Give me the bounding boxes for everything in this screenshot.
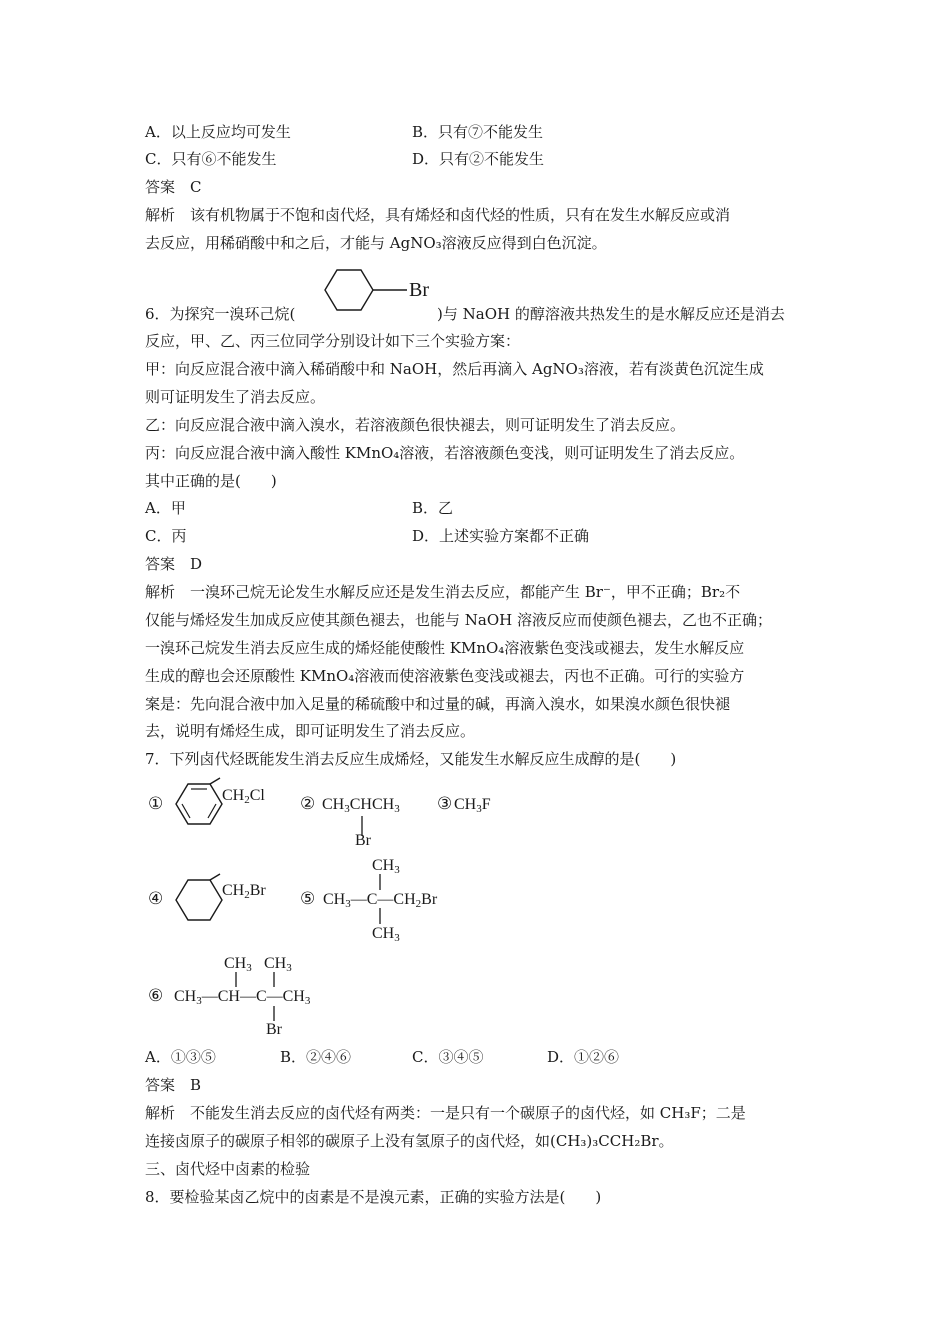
q5-option-d: D．只有②不能发生 bbox=[412, 150, 545, 168]
q5-answer: 答案 C bbox=[145, 178, 202, 196]
q7-item2-substituent: Br bbox=[355, 832, 371, 849]
bromine-label: Br bbox=[409, 279, 429, 301]
bromocyclohexane-structure bbox=[315, 268, 455, 314]
q6-explanation-line5: 案是：先向混合液中加入足量的稀硫酸中和过量的碱，再滴入溴水，如果溴水颜色很快褪 bbox=[145, 695, 731, 713]
q7-item3-formula: $CH_3F$ bbox=[454, 796, 491, 815]
q6-plan-yi: 乙：向反应混合液中滴入溴水，若溶液颜色很快褪去，则可证明发生了消去反应。 bbox=[145, 416, 686, 434]
q7-option-d: D．①②⑥ bbox=[547, 1048, 620, 1066]
item6-bonds bbox=[224, 972, 304, 1052]
q8-stem: 8．要检验某卤乙烷中的卤素是不是溴元素，正确的实验方法是( ) bbox=[145, 1188, 602, 1206]
q6-explanation-line1: 解析 一溴环己烷无论发生水解反应还是发生消去反应，都能产生 Br⁻，甲不正确；Br₂不 bbox=[145, 583, 741, 601]
q6-explanation-line2: 仅能与烯烃发生加成反应使其颜色褪去，也能与 NaOH 溶液反应而使颜色褪去，乙也不正确； bbox=[145, 611, 772, 629]
q6-option-b: B．乙 bbox=[412, 499, 454, 517]
q7-item3-number: ③ bbox=[437, 794, 453, 814]
q5-option-c: C．只有⑥不能发生 bbox=[145, 150, 277, 168]
q6-stem-part2: )与 NaOH 的醇溶液共热发生的是水解反应还是消去 bbox=[437, 305, 785, 323]
q6-question: 其中正确的是( ) bbox=[145, 472, 277, 490]
q6-option-a: A．甲 bbox=[145, 499, 186, 517]
q5-option-a: A．以上反应均可发生 bbox=[145, 123, 291, 141]
q7-answer: 答案 B bbox=[145, 1076, 202, 1094]
q6-stem-part1: 6．为探究一溴环己烷( bbox=[145, 305, 296, 323]
q7-item4-formula: $CH_2Br$ bbox=[222, 882, 266, 901]
q6-option-d: D．上述实验方案都不正确 bbox=[412, 527, 590, 545]
q6-explanation-line4: 生成的醇也会还原酸性 KMnO₄溶液而使溶液紫色变浅或褪去，丙也不正确。可行的实验方 bbox=[145, 667, 745, 685]
q7-item5-bottom-methyl: $CH_3$ bbox=[372, 925, 400, 944]
q7-item6-formula: $CH_3—CH—C—CH_3$ bbox=[174, 988, 311, 1007]
q6-explanation-line6: 去，说明有烯烃生成，即可证明发生了消去反应。 bbox=[145, 722, 476, 740]
q7-item5-top-methyl: $CH_3$ bbox=[372, 857, 400, 876]
q6-plan-jia-line2: 则可证明发生了消去反应。 bbox=[145, 388, 326, 406]
q7-stem: 7．下列卤代烃既能发生消去反应生成烯烃，又能发生水解反应生成醇的是( ) bbox=[145, 750, 677, 768]
q5-explanation-line2: 去反应，用稀硝酸中和之后，才能与 AgNO₃溶液反应得到白色沉淀。 bbox=[145, 234, 607, 252]
q6-option-c: C．丙 bbox=[145, 527, 187, 545]
q6-plan-bing: 丙：向反应混合液中滴入酸性 KMnO₄溶液，若溶液颜色变浅，则可证明发生了消去反应。 bbox=[145, 444, 745, 462]
q5-option-b: B．只有⑦不能发生 bbox=[412, 123, 544, 141]
q7-item4-number: ④ bbox=[148, 889, 164, 909]
q7-item5-number: ⑤ bbox=[300, 889, 316, 909]
q7-explanation-line2: 连接卤原子的碳原子相邻的碳原子上没有氢原子的卤代烃，如(CH₃)₃CCH₂Br。 bbox=[145, 1132, 674, 1150]
q6-plan-jia-line1: 甲：向反应混合液中滴入稀硝酸中和 NaOH，然后再滴入 AgNO₃溶液，若有淡黄色沉淀生成 bbox=[145, 360, 764, 378]
q7-item2-formula: $CH_3CHCH_3$ bbox=[322, 796, 400, 815]
q7-item6-top-methyl-2: $CH_3$ bbox=[264, 955, 292, 974]
q7-option-b: B．②④⑥ bbox=[280, 1048, 352, 1066]
q6-stem-line2: 反应，甲、乙、丙三位同学分别设计如下三个实验方案： bbox=[145, 332, 521, 350]
q7-explanation-line1: 解析 不能发生消去反应的卤代烃有两类：一是只有一个碳原子的卤代烃，如 CH₃F；二是 bbox=[145, 1104, 746, 1122]
q7-item5-formula: $CH_3—C—CH_2Br$ bbox=[323, 891, 438, 910]
q7-item6-top-methyl-1: $CH_3$ bbox=[224, 955, 252, 974]
q7-item2-number: ② bbox=[300, 794, 316, 814]
q7-item6-number: ⑥ bbox=[148, 986, 164, 1006]
q6-explanation-line3: 一溴环己烷发生消去反应生成的烯烃能使酸性 KMnO₄溶液紫色变浅或褪去，发生水解反应 bbox=[145, 639, 745, 657]
q6-answer: 答案 D bbox=[145, 555, 203, 573]
q5-explanation-line1: 解析 该有机物属于不饱和卤代烃，具有烯烃和卤代烃的性质，只有在发生水解反应或消 bbox=[145, 206, 731, 224]
q7-item1-formula: $CH_2Cl$ bbox=[222, 787, 265, 806]
q7-option-c: C．③④⑤ bbox=[412, 1048, 484, 1066]
q7-item6-substituent: Br bbox=[266, 1021, 282, 1038]
section-3-heading: 三、卤代烃中卤素的检验 bbox=[145, 1160, 311, 1178]
q7-option-a: A．①③⑤ bbox=[145, 1048, 216, 1066]
q7-item1-number: ① bbox=[148, 794, 164, 814]
